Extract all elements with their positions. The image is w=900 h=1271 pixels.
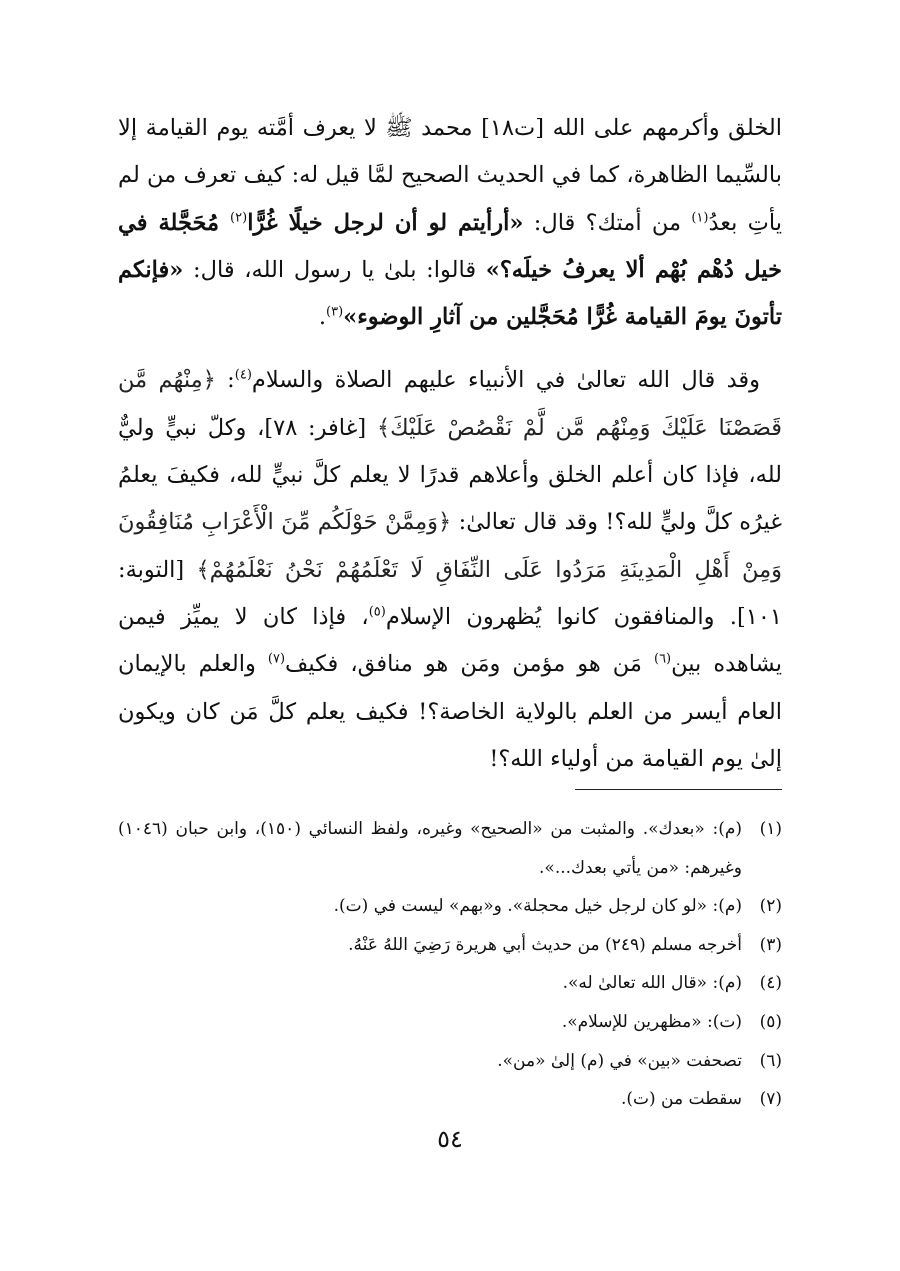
- paragraph-text: والعلم بالإيمان العام أيسر من العلم بالولاية الخاصة؟! فكيف يعلم كلَّ مَن كان ويكون إلىٰ يوم القيامة من أولياء الله؟!: [118, 651, 782, 772]
- footnote-item: [118, 1080, 782, 1119]
- hadith-quote: «فإنكم تأتونَ يومَ القيامة غُرًّا مُحَجَّلين من آثارِ الوضوء»: [118, 256, 782, 331]
- paragraph-text: [غافر: ٧٨]، وكلّ نبيٍّ وليٌّ لله، فإذا كان أعلم الخلق وأعلاهم قدرًا لا يعلم كلَّ نبيٍّ لله، فكيفَ يعلمُ غيرُه كلَّ وليٍّ لله؟! وقد قال تعالىٰ:: [118, 414, 782, 536]
- footnote-number: (٦): [759, 1050, 782, 1071]
- footnote-ref[interactable]: (٣): [326, 304, 344, 320]
- paragraph-text: قالوا: بلىٰ يا رسول الله، قال:: [183, 256, 486, 283]
- footnote-text: (ت): «مظهرين للإسلام».: [561, 1011, 742, 1032]
- footnote-item: [118, 810, 782, 887]
- footnote-item: [118, 926, 782, 965]
- footnote-item: [118, 1003, 782, 1042]
- page-number: ٥٤: [437, 1125, 463, 1153]
- footnote-text: أخرجه مسلم (٢٤٩) من حديث أبي هريرة رَضِيَ اللهُ عَنْهُ.: [348, 934, 742, 955]
- paragraph-text: ، فإذا كان لا يميِّز فيمن يشاهده بين: [118, 603, 782, 678]
- footnote-number: (٢): [759, 896, 782, 917]
- paragraph-text: :: [215, 367, 235, 394]
- paragraph-text: من أمتك؟ قال:: [523, 209, 692, 236]
- footnote-text: (م): «بعدك». والمثبت من «الصحيح» وغيره، ولفظ النسائي (١٥٠)، وابن حبان (١٠٤٦) وغيرهم: «من يأتي بعدك...».: [118, 819, 742, 878]
- footnote-separator: [575, 789, 782, 790]
- paragraph: [118, 357, 782, 783]
- footnote-ref[interactable]: (٦): [653, 651, 672, 667]
- footnote-item: [118, 887, 782, 926]
- quran-verse: ﴿مِنْهُم مَّن قَصَصْنَا عَلَيْكَ وَمِنْهُم مَّن لَّمْ نَقْصُصْ عَلَيْكَ﴾: [118, 367, 782, 441]
- footnote-ref[interactable]: (٧): [267, 651, 286, 667]
- footnote-item: [118, 964, 782, 1003]
- footnote-text: (م): «لو كان لرجل خيل محجلة». و«بهم» ليست في (ت).: [333, 896, 742, 917]
- footnote-number: (٤): [759, 973, 782, 994]
- paragraph-text: وقد قال الله تعالىٰ في الأنبياء عليهم الصلاة والسلام: [251, 367, 761, 394]
- paragraph-text: مَن هو مؤمن ومَن هو منافق، فكيف: [285, 651, 654, 678]
- hadith-quote: مُحَجَّلة في خيل دُهْم بُهْم ألا يعرفُ خيلَه؟»: [118, 209, 782, 283]
- hadith-quote: «أرأيتم لو أن لرجل خيلًا غُرًّا: [247, 209, 524, 236]
- quran-verse: ﴿وَمِمَّنْ حَوْلَكُم مِّنَ الْأَعْرَابِ مُنَافِقُونَ وَمِنْ أَهْلِ الْمَدِينَةِ مَرَدُوا عَلَى النِّفَاقِ لَا تَعْلَمُهُمْ نَحْنُ نَعْلَمُهُمْ﴾: [118, 509, 782, 583]
- footnote-ref[interactable]: (٤): [234, 367, 252, 383]
- footnote-number: (٣): [759, 934, 782, 955]
- paragraph-text: [التوبة: ١٠١]. والمنافقون كانوا يُظهرون الإسلام: [118, 556, 782, 630]
- footnote-ref[interactable]: (٢): [230, 210, 248, 226]
- page-body: [118, 105, 782, 783]
- footnote-text: سقطت من (ت).: [620, 1089, 742, 1110]
- footnote-item: [118, 1042, 782, 1081]
- paragraph: [118, 105, 782, 341]
- footnote-number: (٧): [759, 1089, 782, 1110]
- footnote-number: (١): [759, 819, 782, 839]
- footnote-ref[interactable]: (١): [691, 210, 709, 226]
- footnote-text: (م): «قال الله تعالىٰ له».: [562, 973, 742, 994]
- footnote-number: (٥): [759, 1011, 782, 1032]
- paragraph-text: الخلق وأكرمهم على الله [ت١٨] محمد ﷺ لا يعرف أمَّته يوم القيامة إلا بالسِّيما الظاهرة، كما في الحديث الصحيح لمَّا قيل له: كيف تعرف من لم يأتِ بعدُ: [118, 115, 782, 236]
- footnote-ref[interactable]: (٥): [368, 604, 386, 620]
- paragraph-text: .: [318, 304, 327, 331]
- footnote-text: تصحفت «بين» في (م) إلىٰ «من».: [497, 1050, 742, 1071]
- footnotes-list: [118, 810, 782, 1119]
